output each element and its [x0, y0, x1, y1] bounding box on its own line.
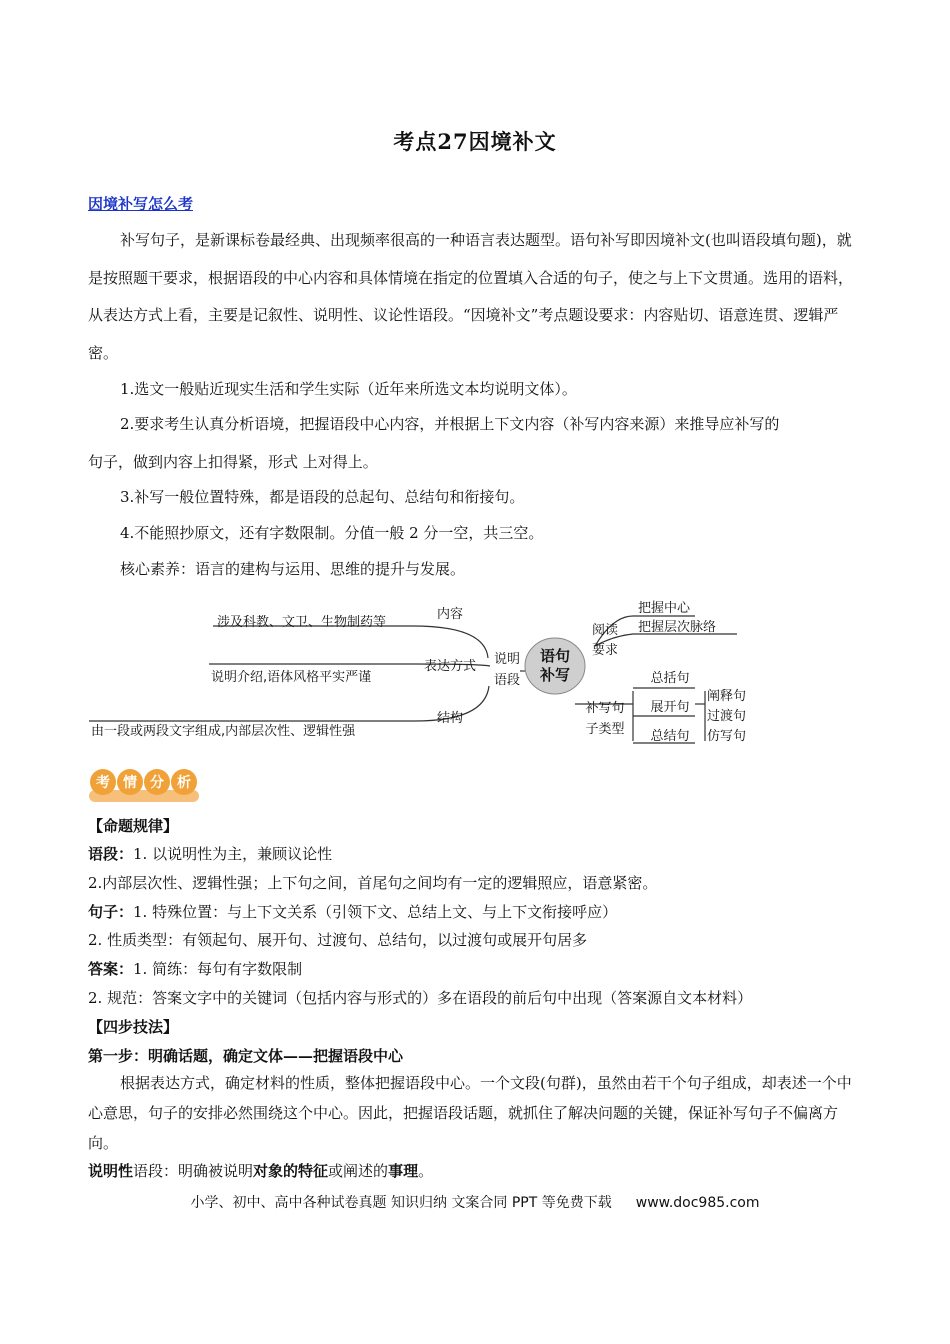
right-top-label-2: 要求	[591, 643, 619, 658]
left-label-structure: 结构	[436, 711, 464, 726]
left-label-expression: 表达方式	[423, 659, 477, 674]
explanatory-line	[88, 1160, 433, 1181]
explanatory-text-2: 或阐述的	[328, 1162, 389, 1180]
page-footer	[0, 1192, 950, 1212]
answer-rule-1-text: 1. 简练：每句有字数限制	[133, 960, 303, 978]
steps-header: 【四步技法】	[88, 1018, 179, 1036]
answer-rule-2: 2. 规范：答案文字中的关键词（包括内容与形式的）多在语段的前后句中出现（答案源自文本材料）	[88, 989, 753, 1007]
left-item-3: 由一段或两段文字组成,内部层次性、逻辑性强	[91, 724, 356, 739]
right-top-item-1: 把握中心	[638, 601, 691, 616]
sentence-rule-2: 2. 性质类型：有领起句、展开句、过渡句、总结句，以过渡句或展开句居多	[88, 931, 588, 949]
intro-text: 补写句子，是新课标卷最经典、出现频率很高的一种语言表达题型。语句补写即因境补文(也叫语段填句题)，就是按照题干要求，根据语段的中心内容和具体情境在指定的位置填入合适的句子，使之与上下文贯通。选用的语料，从表达方式上看，主要是记叙性、说明性、议论性语段。“因境补文”考点题设要求：内容贴切、语意连贯、逻辑严密。	[88, 231, 854, 362]
paragraph-rule-2: 2.内部层次性、逻辑性强；上下句之间，首尾句之间均有一定的逻辑照应，语意紧密。	[88, 874, 658, 892]
right-bottom-item-2: 展开句	[650, 700, 690, 715]
right-top-item-2: 把握层次脉络	[638, 620, 717, 635]
left-item-1: 涉及科教、文卫、生物制药等	[217, 615, 387, 630]
point-3: 3.补写一般位置特殊，都是语段的总起句、总结句和衔接句。	[120, 488, 525, 506]
explanatory-label: 说明性	[88, 1162, 134, 1180]
step-1-text: 根据表达方式，确定材料的性质，整体把握语段中心。一个文段(句群)，虽然由若干个句子组成，却表述一个中心意思，句子的安排必然围绕这个中心。因此，把握语段话题，就抓住了解决问题的关键，保证补写句子不偏离方向。	[88, 1074, 852, 1152]
right-bottom-item-1: 总括句	[650, 671, 690, 686]
sentence-label: 句子：	[88, 903, 134, 921]
right-top-label-1: 阅读	[591, 623, 619, 638]
sub-item-3: 仿写句	[707, 729, 747, 744]
footer-url[interactable]: www.doc985.com	[635, 1195, 760, 1211]
sentence-rule-1-text: 1. 特殊位置：与上下文关系（引领下文、总结上文、与上下文衔接呼应）	[133, 903, 618, 921]
rules-header: 【命题规律】	[88, 817, 179, 835]
right-bottom-label-2: 子类型	[585, 722, 625, 737]
explanatory-bold-2: 事理	[388, 1162, 419, 1180]
center-label-1: 语句	[539, 647, 571, 665]
paragraph-rule-1-text: 1. 以说明性为主，兼顾议论性	[133, 845, 333, 863]
point-1: 1.选文一般贴近现实生活和学生实际（近年来所选文本均说明文体）。	[120, 380, 577, 398]
explanatory-end: 。	[418, 1162, 434, 1180]
explanatory-bold-1: 对象的特征	[253, 1162, 329, 1180]
point-2-cont: 句子，做到内容上扣得紧，形式 上对得上。	[88, 453, 378, 471]
paragraph-rule-1	[88, 843, 332, 864]
answer-rule-1	[88, 958, 302, 979]
hub-label-1: 说明	[493, 652, 521, 667]
hub-label-2: 语段	[493, 673, 521, 688]
right-bottom-item-3: 总结句	[650, 729, 690, 744]
analysis-badge	[88, 764, 200, 804]
section-link[interactable]: 因境补写怎么考	[88, 195, 194, 213]
center-label-2: 补写	[539, 666, 571, 684]
mind-map	[85, 596, 785, 746]
sub-item-2: 过渡句	[707, 709, 747, 724]
intro-paragraph	[88, 222, 860, 372]
right-bottom-label-1: 补写句	[585, 701, 625, 716]
badge-char-4: 析	[177, 775, 191, 791]
core-literacy: 核心素养：语言的建构与运用、思维的提升与发展。	[120, 560, 466, 578]
sentence-rule-1	[88, 901, 617, 922]
page-title: 考点27因境补文	[393, 129, 557, 154]
left-item-2: 说明介绍,语体风格平实严谨	[211, 670, 372, 685]
left-label-content: 内容	[436, 607, 464, 622]
answer-label: 答案：	[88, 960, 134, 978]
point-4: 4.不能照抄原文，还有字数限制。分值一般 2 分一空，共三空。	[120, 524, 544, 542]
badge-char-1: 考	[96, 775, 110, 791]
footer-text: 小学、初中、高中各种试卷真题 知识归纳 文案合同 PPT 等免费下载	[190, 1195, 612, 1211]
explanatory-text-1: 语段：明确被说明	[133, 1162, 254, 1180]
badge-char-3: 分	[150, 775, 164, 791]
point-2: 2.要求考生认真分析语境，把握语段中心内容，并根据上下文内容（补写内容来源）来推导应补写的	[120, 415, 780, 433]
sub-item-1: 阐释句	[707, 689, 747, 704]
step-1-title: 第一步：明确话题，确定文体——把握语段中心	[88, 1047, 404, 1065]
badge-char-2: 情	[123, 775, 137, 791]
step-1-paragraph	[88, 1068, 860, 1158]
paragraph-label: 语段：	[88, 845, 134, 863]
